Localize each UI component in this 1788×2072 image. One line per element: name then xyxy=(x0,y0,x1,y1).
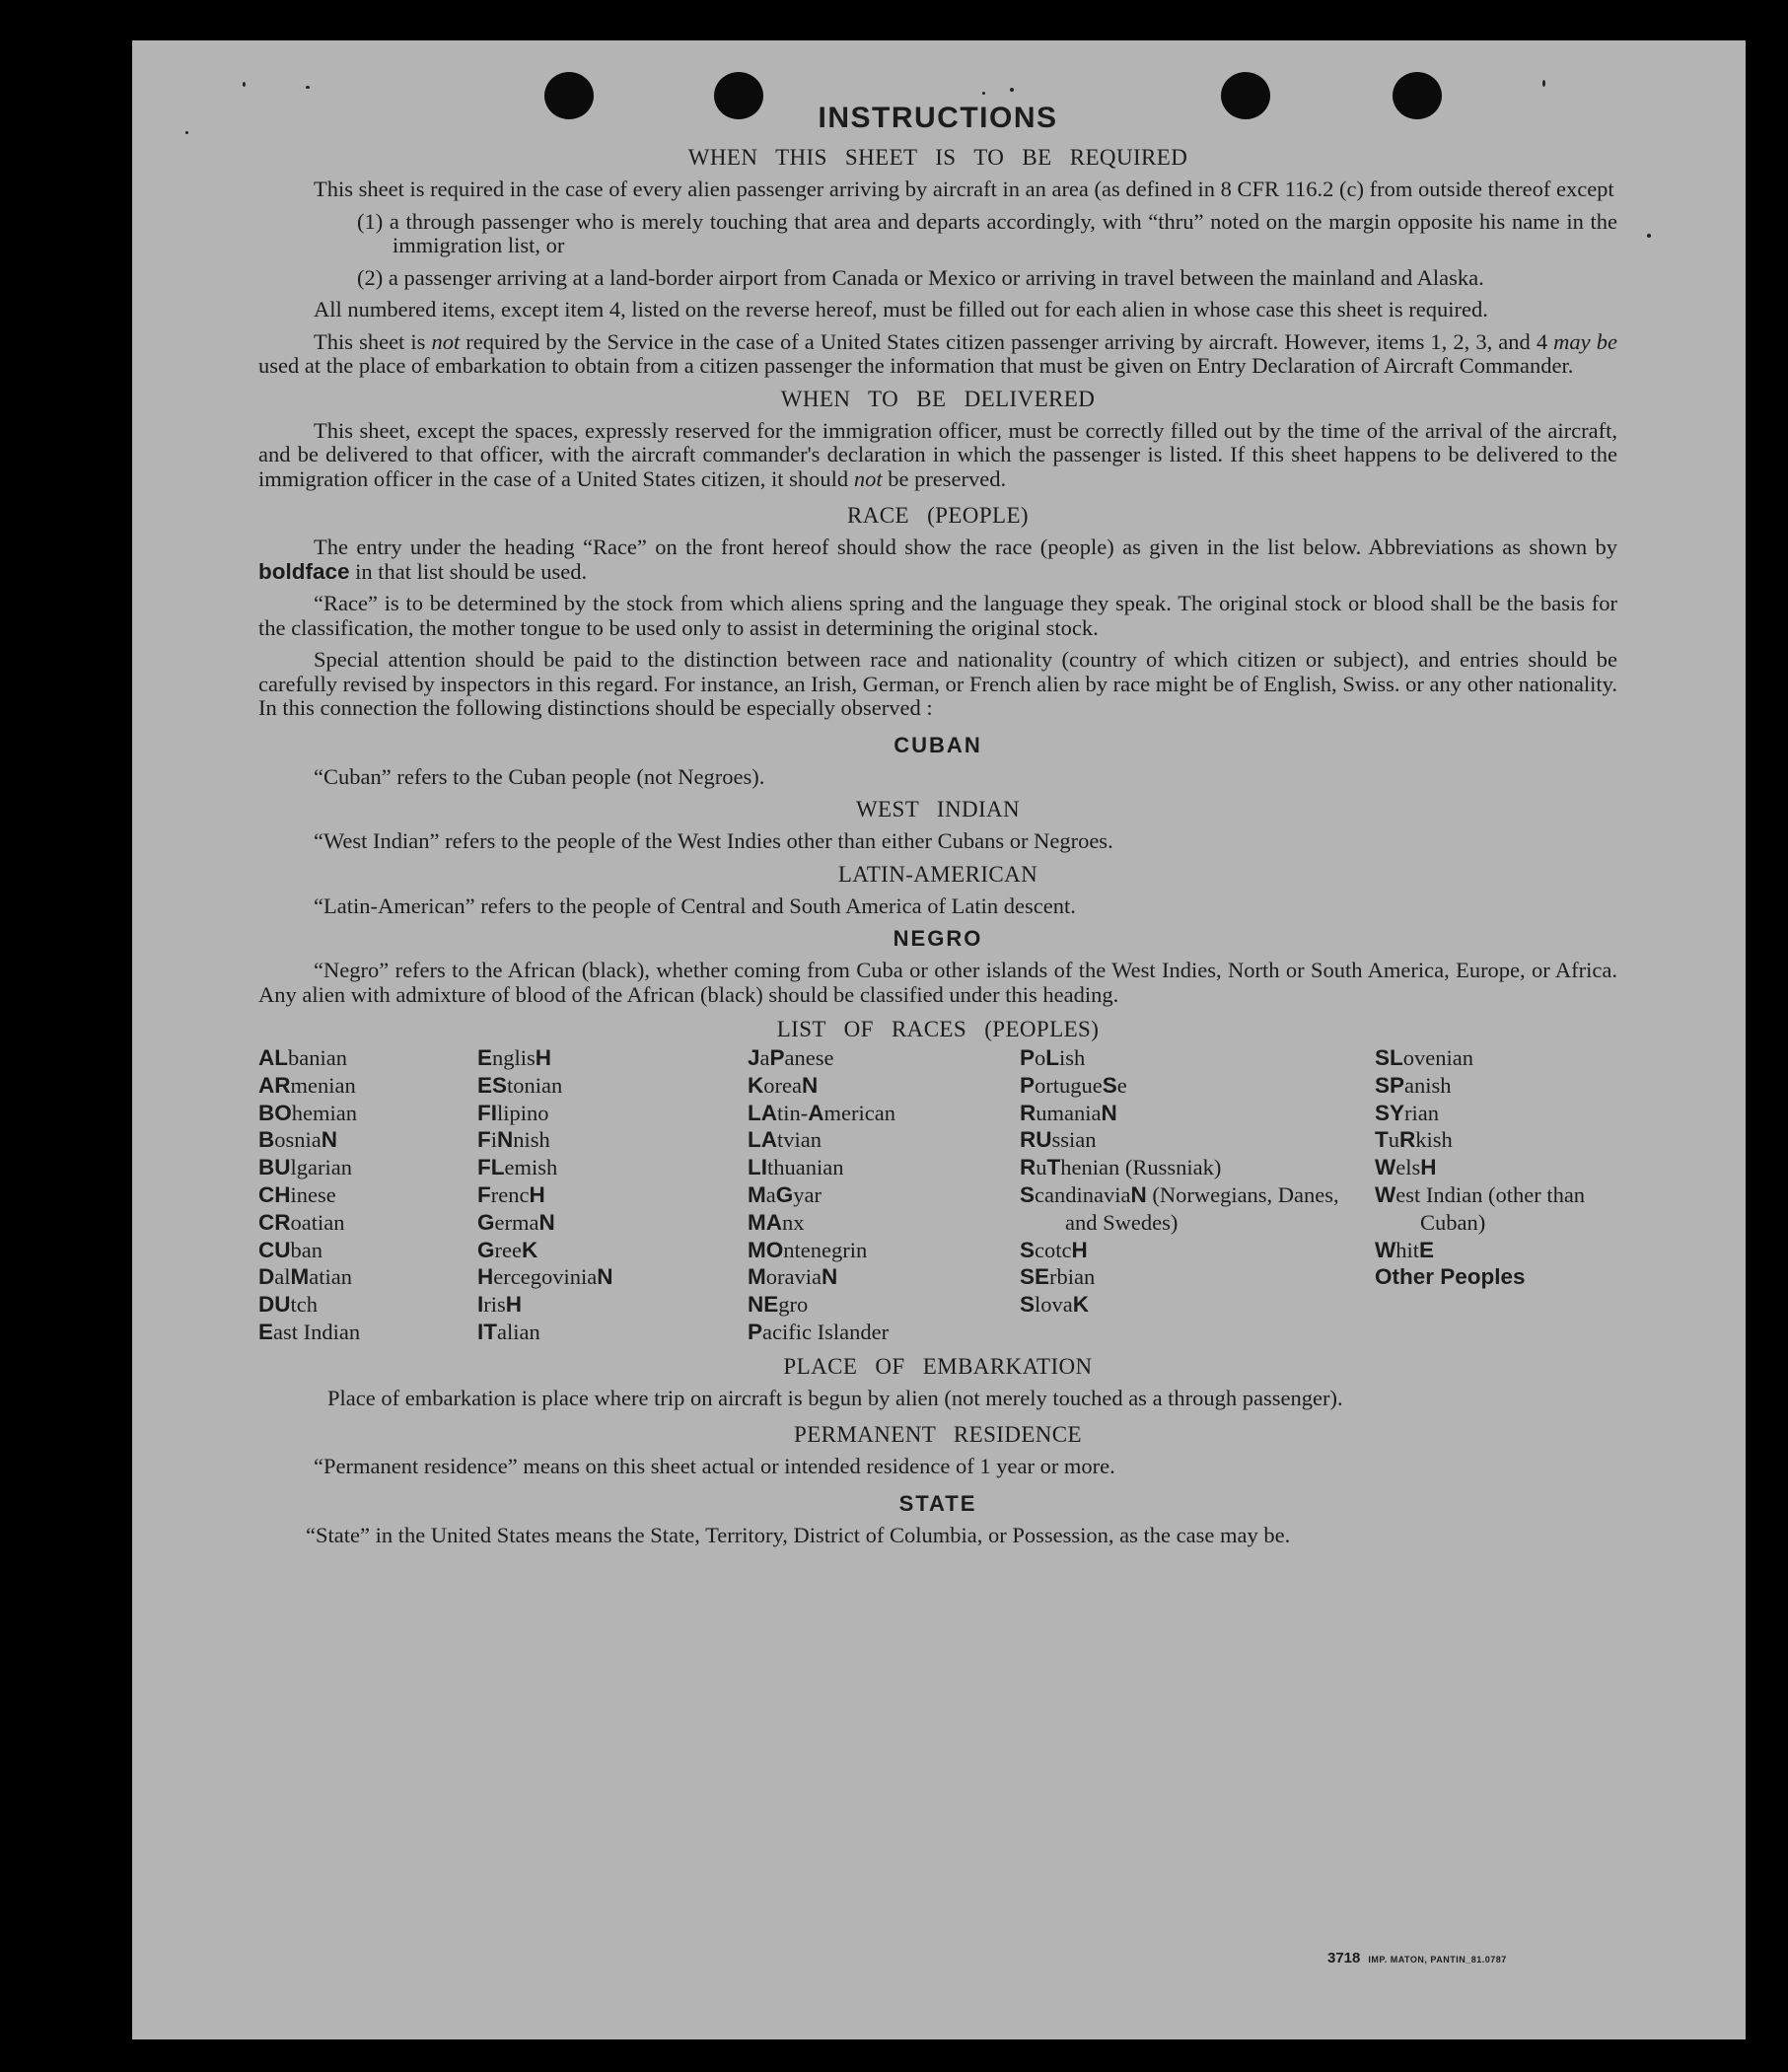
race-entry: DalMatian xyxy=(258,1264,352,1290)
race-entry: FIlipino xyxy=(477,1100,549,1125)
definition-negro: “Negro” refers to the African (black), whether coming from Cuba or other islands of the West Indies, North or South America, Europe, or Africa. Any alien with admixture of blood of the African (black) should be classified under this heading. xyxy=(258,958,1617,1007)
paragraph: This sheet is required in the case of every alien passenger arriving by aircraft in an area (as defined in 8 CFR 116.2 (c) from outside thereof except xyxy=(314,177,1614,201)
race-entry: LAtin-American xyxy=(748,1100,895,1125)
race-entry: KoreaN xyxy=(748,1072,819,1098)
race-entry: PoLish xyxy=(1020,1045,1086,1070)
paragraph: The entry under the heading “Race” on the front hereof should show the race (people) as given in the list below. Abbreviations as shown by boldface in that list should be used. xyxy=(258,535,1617,584)
section-heading-latin-american: LATIN-AMERICAN xyxy=(837,861,1038,887)
race-entry: EnglisH xyxy=(477,1045,552,1070)
race-entry: BOhemian xyxy=(258,1100,357,1125)
race-entry: Other Peoples xyxy=(1375,1264,1526,1290)
section-heading-list-of-races: LIST OF RACES (PEOPLES) xyxy=(776,1017,1100,1041)
race-entry: SYrian xyxy=(1375,1100,1439,1125)
race-entry: MoraviaN xyxy=(748,1264,838,1290)
paragraph: This sheet, except the spaces, expressly reserved for the immigration officer, must be correctly filled out by the time of the arrival of the aircraft, and be delivered to that officer, with the aircraft commander's declaration in which the passenger is listed. If this sheet happens to be delivered to the immigration officer in the case of a United States citizen, it should not be preserved. xyxy=(258,417,1617,491)
race-entry: PortugueSe xyxy=(1020,1072,1127,1098)
race-entry: RUssian xyxy=(1020,1127,1097,1153)
race-entry: RuThenian (Russniak) xyxy=(1020,1155,1222,1180)
definition-state: “State” in the United States means the State, Territory, District of Columbia, or Possession, as the case may be. xyxy=(306,1522,1291,1547)
race-entry: SPanish xyxy=(1375,1072,1452,1098)
exception-item-2: (2) a passenger arriving at a land-border airport from Canada or Mexico or arriving in travel between the mainland and Alaska. xyxy=(357,264,1484,290)
race-entry: JaPanese xyxy=(748,1045,834,1070)
section-heading-cuban: CUBAN xyxy=(894,732,982,757)
printer-imprint: IMP. MATON, PANTIN_81.0787 xyxy=(1368,1955,1507,1965)
race-entry: NEgro xyxy=(748,1292,809,1318)
race-entry: MOntenegrin xyxy=(748,1237,868,1262)
section-heading-state: STATE xyxy=(898,1490,977,1516)
race-entry: EStonian xyxy=(477,1072,563,1098)
instructions-content xyxy=(258,102,1617,1555)
race-entry: LIthuanian xyxy=(748,1155,844,1180)
definition-cuban: “Cuban” refers to the Cuban people (not Negroes). xyxy=(314,763,765,789)
definition-west-indian: “West Indian” refers to the people of the West Indies other than either Cubans or Negroes. xyxy=(314,828,1113,853)
section-heading-when-required: WHEN THIS SHEET IS TO BE REQUIRED xyxy=(687,145,1188,170)
races-list xyxy=(258,1044,1617,1346)
paragraph: All numbered items, except item 4, listed on the reverse hereof, must be filled out for each alien in whose case this sheet is required. xyxy=(314,297,1488,322)
race-entry: East Indian xyxy=(258,1319,361,1344)
race-entry: GermaN xyxy=(477,1209,555,1235)
race-entry: WelsH xyxy=(1375,1155,1437,1180)
race-entry: CUban xyxy=(258,1237,322,1262)
race-entry: MaGyar xyxy=(748,1181,822,1207)
race-entry: ITalian xyxy=(477,1319,540,1344)
section-heading-when-delivered: WHEN TO BE DELIVERED xyxy=(780,386,1096,411)
race-entry: MAnx xyxy=(748,1209,805,1235)
definition-latin-american: “Latin-American” refers to the people of Central and South America of Latin descent. xyxy=(314,893,1076,918)
race-entry: TuRkish xyxy=(1375,1127,1453,1153)
race-entry: RumaniaN xyxy=(1020,1100,1117,1125)
race-entry: ScotcH xyxy=(1020,1237,1088,1262)
paragraph: This sheet is not required by the Service in the case of a United States citizen passenger arriving by aircraft. However, items 1, 2, 3, and 4 may be used at the place of embarkation to obtain from a citizen passenger the information that must be given on Entry Declaration of Aircraft Commander. xyxy=(258,328,1617,378)
race-entry: West Indian (other than Cuban) xyxy=(1375,1181,1586,1235)
race-entry: BUlgarian xyxy=(258,1155,352,1180)
section-heading-west-indian: WEST INDIAN xyxy=(855,797,1021,822)
paragraph: “Race” is to be determined by the stock from which aliens spring and the language they speak. The original stock or blood shall be the basis for the classification, the mother tongue to be used only to assist in determining the original stock. xyxy=(258,591,1617,640)
race-entry: IrisH xyxy=(477,1292,523,1318)
race-entry: DUtch xyxy=(258,1292,318,1318)
definition-permanent-residence: “Permanent residence” means on this sheet actual or intended residence of 1 year or more. xyxy=(314,1454,1115,1479)
race-entry: ARmenian xyxy=(258,1072,356,1098)
race-entry: LAtvian xyxy=(748,1127,822,1153)
races-column xyxy=(477,1044,748,1346)
race-entry: CRoatian xyxy=(258,1209,345,1235)
race-entry: GreeK xyxy=(477,1237,538,1262)
definition-place-of-embarkation: Place of embarkation is place where trip on aircraft is begun by alien (not merely touched as a through passenger). xyxy=(327,1385,1343,1410)
form-number: 3718 IMP. MATON, PANTIN_81.0787 xyxy=(1327,1950,1507,1966)
race-entry: SLovenian xyxy=(1375,1045,1473,1070)
race-entry: CHinese xyxy=(258,1181,336,1207)
race-entry: SErbian xyxy=(1020,1264,1096,1290)
race-entry: Pacific Islander xyxy=(748,1319,890,1344)
paragraph: Special attention should be paid to the distinction between race and nationality (country of which citizen or subject), and entries should be carefully revised by inspectors in this regard. For instance, an Irish, German, or French alien by race might be of English, Swiss. or any other nationality. In this connection the following distinctions should be especially observed : xyxy=(258,647,1617,720)
race-entry: SlovaK xyxy=(1020,1292,1090,1318)
race-entry: FLemish xyxy=(477,1155,558,1180)
section-heading-race: RACE (PEOPLE) xyxy=(847,503,1029,528)
section-heading-negro: NEGRO xyxy=(893,926,983,951)
page-title: INSTRUCTIONS xyxy=(818,102,1058,134)
race-entry: WhitE xyxy=(1375,1237,1435,1262)
race-entry: HercegoviniaN xyxy=(477,1264,613,1290)
race-entry: BosniaN xyxy=(258,1127,337,1153)
races-column xyxy=(1020,1044,1375,1346)
race-entry: FiNnish xyxy=(477,1127,550,1153)
section-heading-permanent-residence: PERMANENT RESIDENCE xyxy=(794,1422,1082,1448)
race-entry: ALbanian xyxy=(258,1045,347,1070)
races-column xyxy=(258,1044,477,1346)
document-page xyxy=(132,40,1746,2039)
exception-item-1: (1) a through passenger who is merely touching that area and departs accordingly, with “thru” noted on the margin opposite his name in the immigration list, or xyxy=(357,208,1617,257)
races-column xyxy=(748,1044,1020,1346)
race-entry: FrencH xyxy=(477,1181,545,1207)
races-column xyxy=(1375,1044,1617,1346)
race-entry: ScandinaviaN (Norwegians, Danes, and Swedes) xyxy=(1020,1181,1339,1235)
section-heading-place-of-embarkation: PLACE OF EMBARKATION xyxy=(783,1353,1093,1379)
